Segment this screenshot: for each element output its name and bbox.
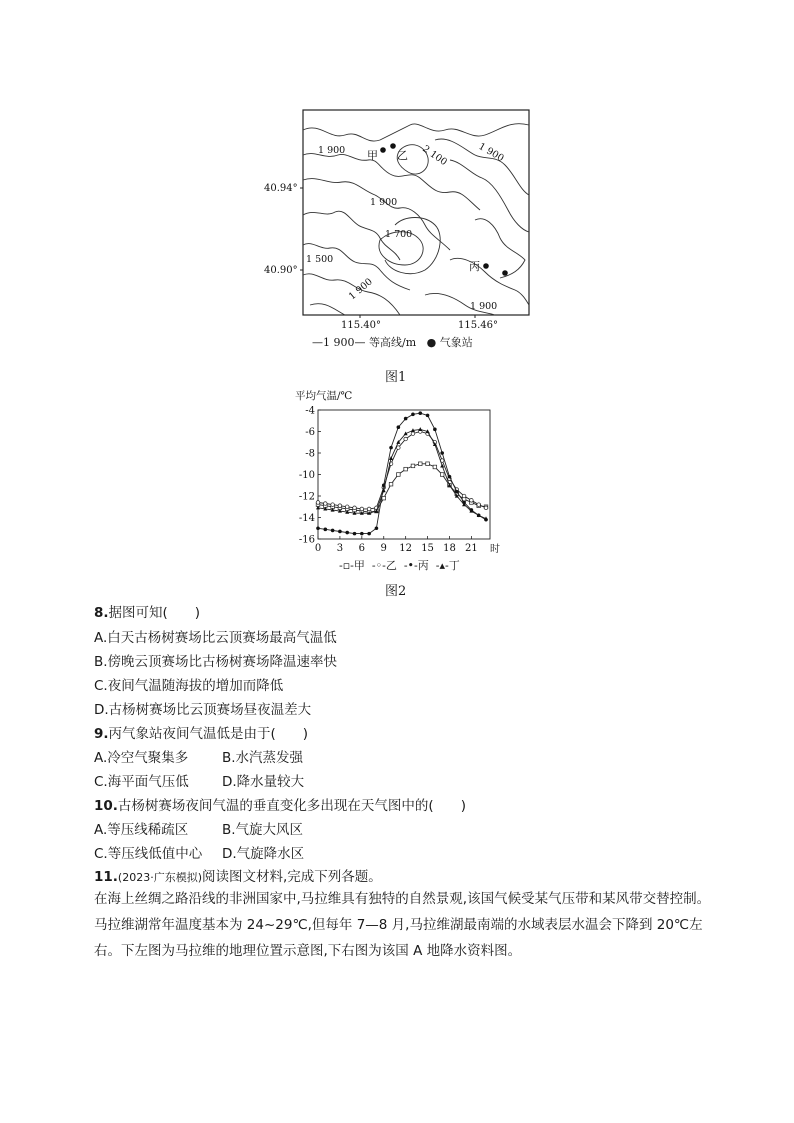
contour-label: 1 900	[470, 301, 498, 312]
contour-label: 1 900	[476, 141, 506, 165]
q9-option-b[interactable]: B.水汽蒸发强	[222, 750, 304, 766]
data-point-丙	[411, 413, 415, 417]
contour-label: 1 700	[385, 229, 413, 240]
data-point-丙	[455, 490, 459, 494]
station-label-bing: 丙	[469, 260, 480, 273]
y-tick-label: -4	[305, 405, 315, 417]
lon-label: 115.40°	[341, 320, 381, 331]
y-tick-label: -12	[298, 491, 315, 503]
q9-option-a[interactable]: A.冷空气聚集多	[94, 750, 189, 766]
data-point-乙	[477, 503, 481, 507]
data-point-乙	[331, 503, 335, 507]
contour-legend-label: 等高线/m	[369, 336, 417, 349]
data-point-丙	[397, 425, 401, 429]
legend-marker-yi: -◦-	[371, 559, 386, 572]
q10-option-d[interactable]: D.气旋降水区	[222, 846, 305, 862]
x-tick-label: 3	[336, 543, 344, 554]
data-point-甲	[426, 462, 430, 466]
x-tick-label: 12	[399, 543, 413, 554]
temperature-chart-figure	[290, 386, 510, 576]
y-axis-label: 平均气温/℃	[295, 390, 353, 402]
data-point-丙	[426, 414, 430, 418]
y-tick-label: -6	[305, 427, 315, 438]
legend-label-ding: 丁	[448, 559, 460, 572]
question-number: 9.	[94, 726, 109, 742]
series-line-丙	[318, 413, 486, 533]
x-tick-label: 6	[358, 543, 366, 554]
q10-option-a[interactable]: A.等压线稀疏区	[94, 822, 189, 838]
question-number: 8.	[94, 605, 109, 621]
data-point-乙	[324, 502, 328, 506]
data-point-乙	[353, 506, 357, 510]
y-tick-label: -10	[298, 470, 315, 481]
station-legend-icon: ●	[426, 336, 437, 349]
legend-label-jia: 甲	[353, 559, 365, 572]
station-dot-bing	[483, 263, 489, 269]
question-text: 丙气象站夜间气温低是由于( )	[108, 726, 309, 742]
q10-option-c[interactable]: C.等压线低值中心	[94, 846, 203, 862]
data-point-甲	[397, 473, 401, 477]
question-11-stem	[94, 868, 382, 887]
data-point-丙	[338, 530, 342, 534]
y-tick-label: -14	[298, 513, 315, 524]
y-tick-label: -16	[298, 534, 315, 546]
data-point-甲	[418, 462, 422, 466]
figure1-legend: —1 900— 等高线/m ● 气象站	[312, 336, 473, 349]
station-label-jia: 甲	[367, 149, 378, 162]
q10-option-b[interactable]: B.气旋大风区	[222, 822, 304, 838]
x-axis-unit: 时	[490, 544, 500, 555]
contour-label: 1 900	[346, 276, 375, 303]
data-point-乙	[411, 432, 415, 436]
legend-marker-bing: -•-	[403, 559, 418, 572]
y-tick-label: -8	[305, 448, 315, 460]
data-point-乙	[360, 507, 364, 511]
figure1-caption: 图1	[385, 370, 407, 385]
data-point-乙	[316, 501, 320, 505]
data-point-丙	[448, 475, 452, 479]
data-point-丙	[418, 411, 422, 415]
question-9-stem	[94, 725, 308, 743]
legend-marker-ding: -▴-	[435, 559, 449, 572]
q8-option-d[interactable]: D.古杨树赛场比云顶赛场昼夜温差大	[94, 702, 312, 718]
data-point-甲	[411, 464, 415, 468]
lat-label: 40.94°	[264, 183, 298, 194]
question-8-stem	[94, 604, 200, 622]
question-text: 古杨树赛场夜间气温的垂直变化多出现在天气图中的( )	[117, 798, 466, 814]
station-dot-ding	[502, 270, 508, 276]
data-point-乙	[462, 494, 466, 498]
data-point-甲	[382, 496, 386, 500]
question-source: (2023·广东模拟)	[117, 871, 202, 884]
chart-legend	[339, 557, 460, 573]
q8-option-c[interactable]: C.夜间气温随海拔的增加而降低	[94, 678, 284, 694]
station-dot-jia	[380, 147, 386, 153]
q9-option-c[interactable]: C.海平面气压低	[94, 774, 189, 790]
x-tick-label: 21	[465, 543, 478, 554]
map-frame	[303, 110, 529, 315]
station-dot-yi	[390, 143, 396, 149]
contour-map-figure	[250, 100, 550, 331]
lon-label: 115.46°	[458, 320, 498, 331]
data-point-丙	[331, 529, 335, 533]
data-point-丙	[353, 532, 357, 536]
contour-label: 1 900	[370, 197, 398, 208]
data-point-甲	[433, 465, 437, 469]
legend-label-bing: 丙	[417, 559, 429, 572]
contour-label: 2 100	[420, 143, 449, 169]
question-number: 11.	[94, 869, 118, 885]
legend-label-yi: 乙	[385, 559, 397, 572]
x-tick-label: 18	[443, 543, 456, 554]
contour-label: 1 900	[318, 145, 346, 156]
data-point-丙	[367, 532, 371, 536]
question-text: 阅读图文材料,完成下列各题。	[202, 869, 382, 885]
x-tick-label: 9	[380, 543, 387, 554]
data-point-乙	[367, 507, 371, 511]
legend-marker-jia: -▫-	[339, 559, 354, 572]
data-point-乙	[338, 504, 342, 508]
data-point-丙	[316, 526, 320, 530]
data-point-丙	[360, 532, 364, 536]
data-point-丙	[433, 428, 437, 432]
contour-label: 1 500	[306, 254, 334, 265]
plot-frame	[318, 410, 490, 539]
question-11-material: 在海上丝绸之路沿线的非洲国家中,马拉维具有独特的自然景观,该国气候受某气压带和某风带交替控制。马拉维湖常年温度基本为 24~29℃,但每年 7—8 月,马拉维湖最南端的水域表层水温会下降到 20℃左右。下左图为马拉维的地理位置示意图,下右图为该国 A 地降水资料图。	[94, 891, 711, 959]
temperature-line-chart	[290, 386, 510, 576]
data-point-甲	[404, 467, 408, 471]
contour-legend-line: —	[312, 336, 323, 349]
q9-option-d[interactable]: D.降水量较大	[222, 774, 305, 790]
data-point-丙	[324, 528, 328, 532]
x-tick-label: 15	[421, 543, 434, 554]
station-legend-label: 气象站	[439, 336, 473, 349]
data-point-乙	[470, 499, 474, 503]
question-10-stem	[94, 797, 466, 815]
data-point-甲	[440, 473, 444, 477]
station-label-yi: 乙	[397, 149, 408, 162]
data-point-丁	[418, 427, 422, 431]
data-point-乙	[345, 505, 349, 509]
data-point-丙	[440, 451, 444, 455]
contour-legend-value: 1 900	[323, 336, 355, 349]
q8-option-b[interactable]: B.傍晚云顶赛场比古杨树赛场降温速率快	[94, 654, 338, 670]
q8-option-a[interactable]: A.白天古杨树赛场比云顶赛场最高气温低	[94, 630, 337, 646]
contour-map	[250, 100, 550, 331]
x-tick-label: 0	[314, 543, 322, 554]
data-point-丙	[345, 531, 349, 535]
figure2-caption: 图2	[385, 584, 407, 599]
lat-label: 40.90°	[264, 265, 298, 276]
data-point-乙	[397, 446, 401, 450]
series-line-甲	[318, 464, 486, 512]
data-point-乙	[484, 506, 488, 510]
question-number: 10.	[94, 798, 118, 814]
plot-area	[299, 406, 490, 555]
data-point-丙	[375, 526, 379, 530]
data-point-甲	[389, 482, 393, 486]
data-point-乙	[404, 437, 408, 441]
question-text: 据图可知( )	[108, 605, 201, 621]
data-point-丙	[389, 446, 393, 450]
data-point-丙	[404, 417, 408, 421]
